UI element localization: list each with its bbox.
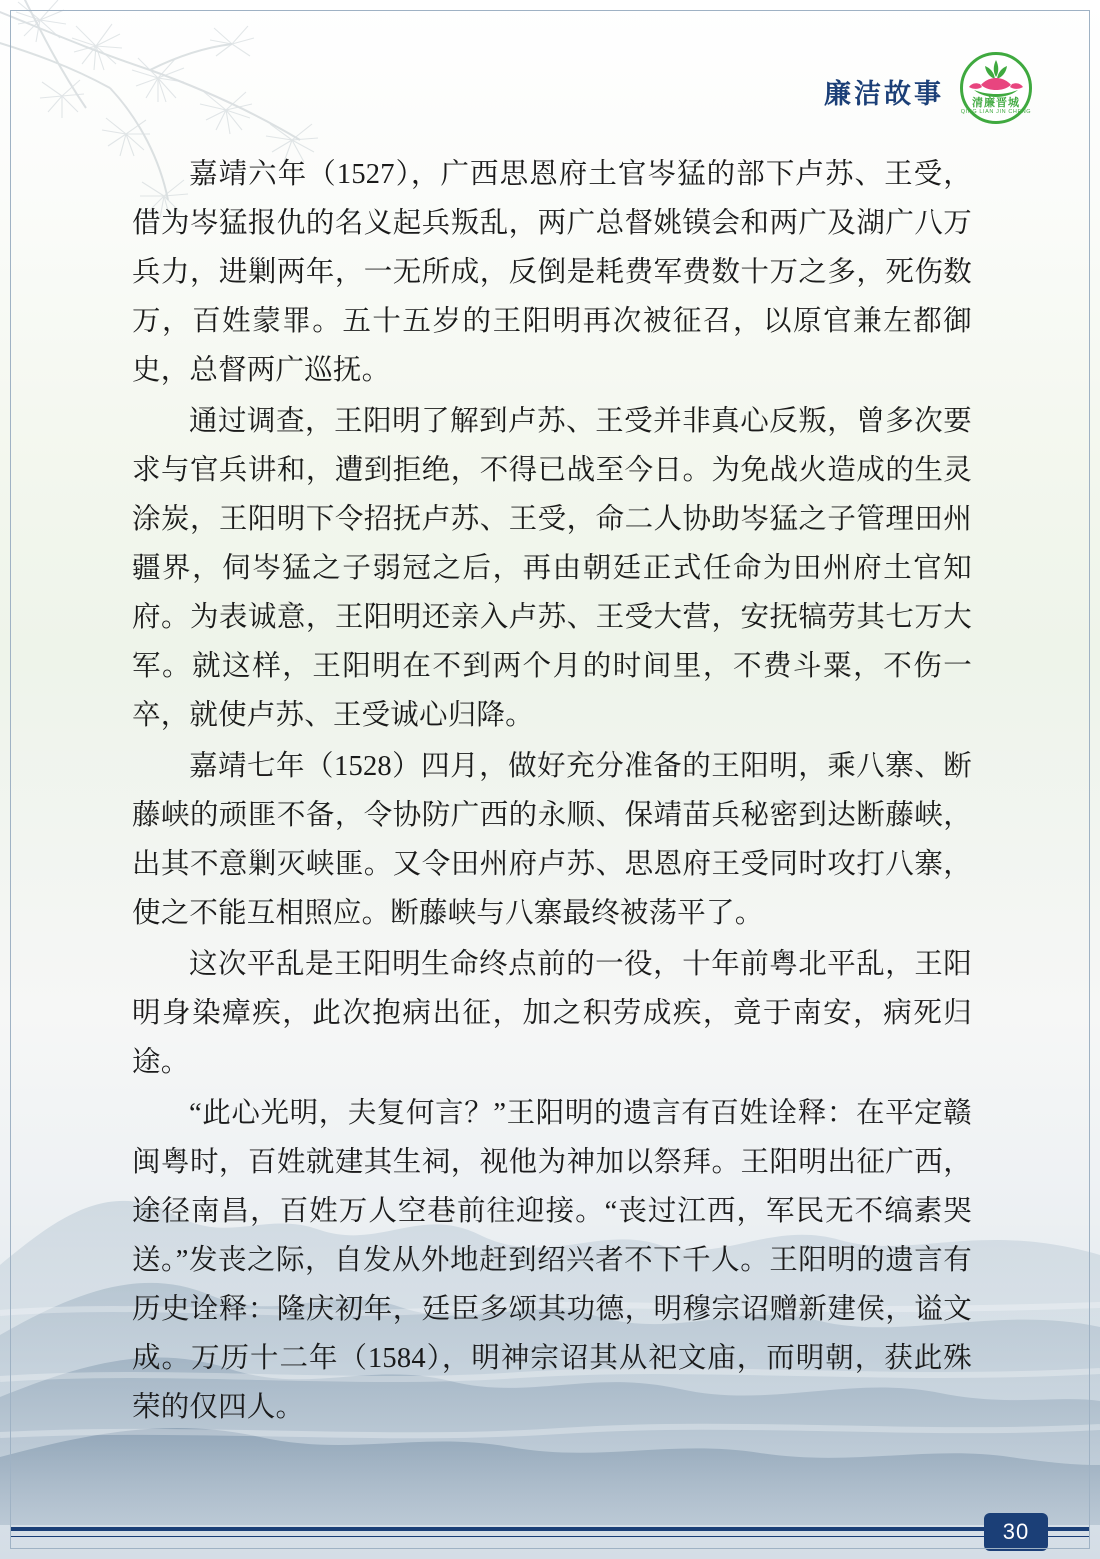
paragraph: 这次平乱是王阳明生命终点前的一役，十年前粤北平乱，王阳明身染瘴疾，此次抱病出征，加之积劳成疾，竟于南安，病死归途。 [132,949,972,1078]
page-header [824,52,1038,130]
paragraph: “此心光明，夫复何言？”王阳明的遗言有百姓诠释：在平定赣闽粤时，百姓就建其生祠，视他为神加以祭拜。王阳明出征广西，途径南昌，百姓万人空巷前往迎接。“丧过江西，军民无不缟素哭送。”发丧之际，自发从外地赶到绍兴者不下千人。王阳明的遗言有历史诠释：隆庆初年，廷臣多颂其功德，明穆宗诏赠新建侯，谥文成。万历十二年（1584），明神宗诏其从祀文庙，而明朝，获此殊荣的仅四人。 [132,1098,972,1423]
logo-chinese-text: 清廉晋城 [972,97,1020,109]
paragraph: 嘉靖七年（1528）四月，做好充分准备的王阳明，乘八寨、断藤峡的顽匪不备，令协防广西的永顺、保靖苗兵秘密到达断藤峡，出其不意剿灭峡匪。又令田州府卢苏、思恩府王受同时攻打八寨，使之不能互相照应。断藤峡与八寨最终被荡平了。 [132,751,972,929]
brand-logo [960,52,1038,130]
footer-bar [11,1527,1089,1531]
paragraph: 通过调查，王阳明了解到卢苏、王受并非真心反叛，曾多次要求与官兵讲和，遭到拒绝，不得已战至今日。为免战火造成的生灵涂炭，王阳明下令招抚卢苏、王受，命二人协助岑猛之子管理田州疆界，伺岑猛之子弱冠之后，再由朝廷正式任命为田州府土官知府。为表诚意，王阳明还亲入卢苏、王受大营，安抚犒劳其七万大军。就这样，王阳明在不到两个月的时间里，不费斗粟，不伤一卒，就使卢苏、王受诚心归降。 [132,406,972,731]
page-number-badge: 30 [984,1513,1048,1551]
logo-english-text: QING LIAN JIN CHENG [960,109,1032,115]
paragraph: 嘉靖六年（1527），广西思恩府土官岑猛的部下卢苏、王受，借为岑猛报仇的名义起兵叛乱，两广总督姚镆会和两广及湖广八万兵力，进剿两年，一无所成，反倒是耗费军费数十万之多，死伤数万，百姓蒙罪。五十五岁的王阳明再次被征召，以原官兼左都御史，总督两广巡抚。 [132,159,972,386]
footer-rule [11,1536,1089,1537]
article-body [132,150,972,1434]
page-title: 廉洁故事 [824,78,944,109]
